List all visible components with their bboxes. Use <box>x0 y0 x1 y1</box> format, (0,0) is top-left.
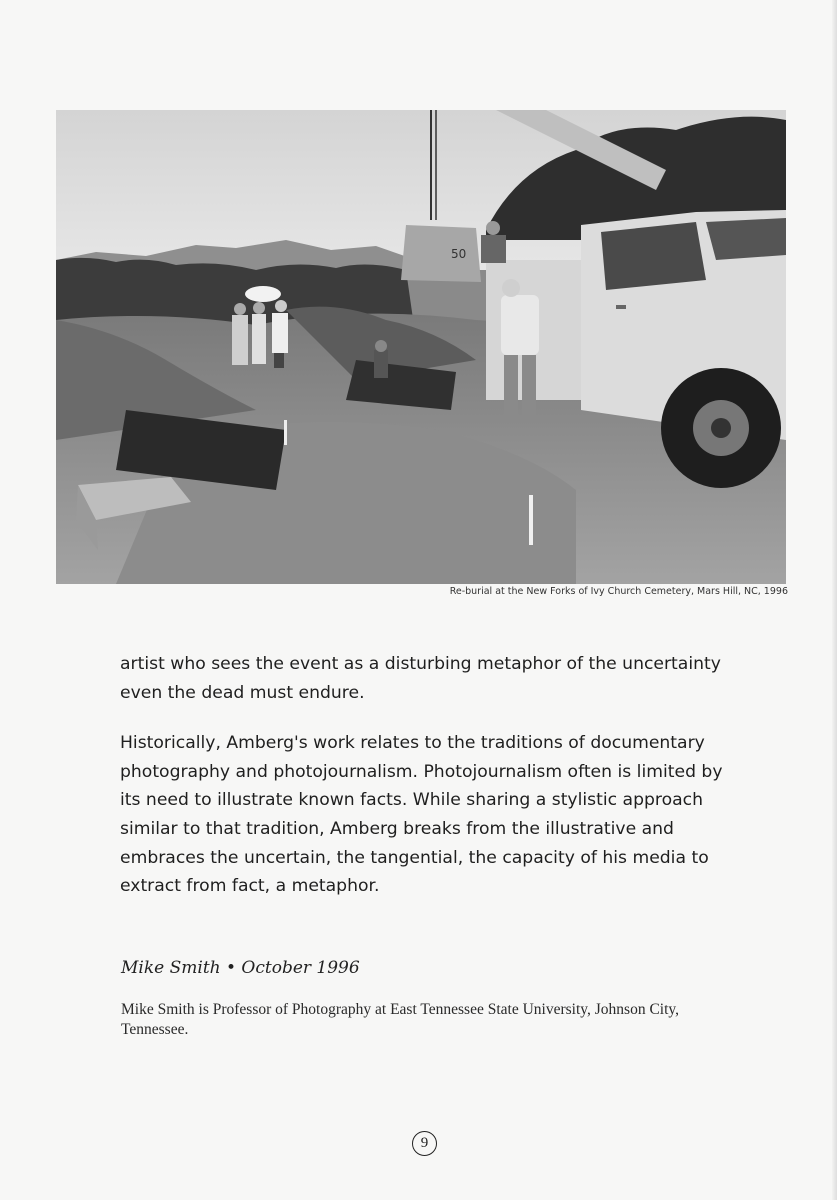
vault-marking: 50 <box>451 247 467 261</box>
essay-body <box>120 650 730 923</box>
page-number: 9 <box>412 1131 437 1156</box>
author-bio: Mike Smith is Professor of Photography at East Tennessee State University, Johnson City, Tennessee. <box>121 1001 680 1038</box>
author-signature: Mike Smith • October 1996 <box>121 958 360 978</box>
essay-paragraph: Historically, Amberg's work relates to the traditions of documentary photography and photojournalism. Photojournalism often is limited by its need to illustrate known facts. While sharing a stylistic approach similar to that tradition, Amberg breaks from the illustrative and embraces the uncertain, the tangential, the capacity of his media to extract from fact, a metaphor. <box>120 733 723 897</box>
essay-paragraph: artist who sees the event as a disturbing metaphor of the uncertainty even the dead must endure. <box>120 654 721 703</box>
reburial-photograph <box>56 110 786 584</box>
photo-caption: Re-burial at the New Forks of Ivy Church Cemetery, Mars Hill, NC, 1996 <box>449 586 788 597</box>
page-edge <box>832 0 837 1200</box>
